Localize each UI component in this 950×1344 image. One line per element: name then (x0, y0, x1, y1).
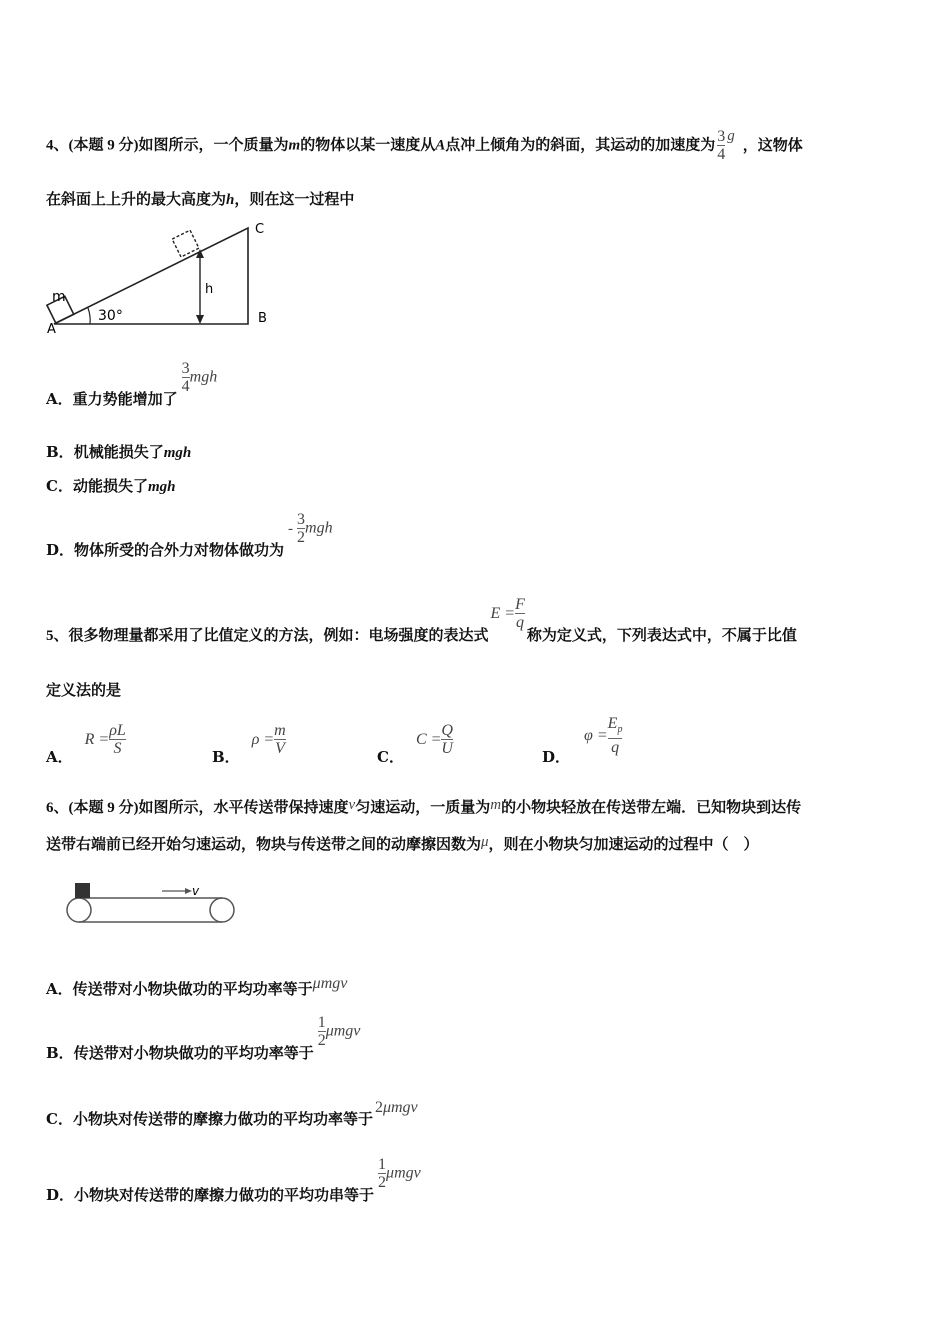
q5-option-a-num: ρL (109, 722, 126, 739)
height-arrow-down (196, 315, 204, 324)
q6-line2-b: ，则在小物块匀加速运动的过程中（ ） (488, 835, 759, 853)
q4-option-a-text: 重力势能增加了 (72, 389, 178, 408)
q5-option-d (542, 715, 623, 766)
q4-text-b: 的物体以某一速度从 (300, 135, 436, 154)
q4-var-A: A (435, 137, 446, 154)
q5-line-2 (46, 680, 121, 700)
q6-option-d-letter: D． (46, 1185, 75, 1204)
q6-sep: 、 (53, 798, 69, 816)
q4-var-m: m (288, 137, 301, 154)
q5-line2: 定义法的是 (46, 681, 122, 699)
q6-option-d-tail: μmgv (386, 1164, 421, 1182)
q5-line-1 (46, 596, 797, 644)
q6-option-b-fraction (318, 1014, 326, 1049)
q5-text-a: 很多物理量都采用了比值定义的方法，例如：电场强度的表达式 (68, 625, 489, 644)
label-m: m (52, 289, 66, 305)
q5-option-d-letter: D． (542, 747, 571, 766)
q6-text-c: 的小物块轻放在传送带左端．已知物块到达传 (501, 798, 802, 816)
q6-option-c-letter: C． (46, 1110, 73, 1128)
q5-option-d-num: E (607, 715, 618, 732)
q6-option-c-coef: 2 (374, 1099, 383, 1116)
q5-option-b-lhs: ρ = (251, 730, 275, 748)
q6-option-d-den: 2 (378, 1174, 387, 1191)
q5-option-a-lhs: R = (84, 730, 110, 748)
q5-option-c (377, 722, 453, 766)
q5-option-d-den: q (611, 739, 620, 757)
q4-option-a-letter: A． (46, 389, 73, 408)
q4-option-a-num: 3 (181, 360, 190, 377)
q4-option-b-text: 机械能损失了 (73, 443, 164, 461)
q6-option-c-tail: μmgv (382, 1099, 418, 1116)
incline-figure (44, 218, 276, 336)
q6-option-b-den: 2 (317, 1032, 326, 1049)
q4-line2-a: 在斜面上上升的最大高度为 (46, 190, 227, 208)
q6-var-v: v (348, 797, 356, 813)
q5-option-c-fraction (441, 722, 453, 757)
q4-option-d-den: 2 (297, 529, 306, 546)
q6-option-a-letter: A． (46, 980, 73, 998)
q6-option-b-tail: μmgv (325, 1022, 361, 1040)
q4-var-h: h (226, 192, 235, 208)
q4-option-b-mgh: mgh (163, 445, 192, 461)
q5-option-b-fraction (274, 722, 286, 757)
q5-formula-lhs: E = (490, 604, 516, 622)
q6-option-a-tail: μmgv (312, 975, 348, 992)
q5-option-b-num: m (274, 722, 286, 739)
q5-formula-den: q (516, 614, 524, 631)
q5-option-c-num: Q (441, 722, 453, 739)
q4-option-c-text: 动能损失了 (72, 477, 148, 495)
q6-text-a: 如图所示，水平传送带保持速度 (138, 798, 349, 816)
q6-line-2 (46, 834, 759, 855)
q5-option-a (46, 722, 126, 766)
q5-option-b-den: V (275, 740, 285, 757)
q6-var-mu: μ (481, 834, 489, 850)
small-block (75, 883, 90, 898)
q5-option-a-fraction (109, 722, 126, 757)
block-top-dashed (172, 230, 199, 257)
q4-option-a-mgh: mgh (189, 368, 218, 386)
conveyor-figure (62, 876, 242, 930)
q6-line2-a: 送带右端前已经开始匀速运动，物块与传送带之间的动摩擦因数为 (46, 835, 482, 853)
q5-text-b: 称为定义式，下列表达式中，不属于比值 (526, 625, 797, 644)
q4-option-d (46, 511, 333, 559)
q6-line-1 (46, 797, 801, 818)
q6-option-a (46, 972, 348, 998)
q4-option-d-sign: - (288, 520, 294, 537)
q4-text-a: 如图所示，一个质量为 (138, 135, 289, 154)
velocity-label: v (192, 884, 200, 898)
q6-text-b: 匀速运动，一质量为 (355, 798, 491, 816)
velocity-arrow-head (185, 888, 192, 894)
q6-option-b-text: 传送带对小物块做功的平均功率等于 (73, 1043, 314, 1062)
q5-option-d-num-sub: p (617, 724, 623, 736)
q4-option-d-letter: D． (46, 540, 75, 559)
right-pulley (210, 898, 234, 922)
q4-accel-fraction (717, 128, 725, 163)
q4-option-d-num: 3 (297, 511, 306, 528)
q6-var-m: m (490, 797, 502, 813)
q4-line-2 (46, 189, 354, 210)
q4-accel-var: g (727, 127, 735, 144)
q6-option-b (46, 1014, 361, 1062)
q5-option-c-den: U (441, 740, 453, 757)
q6-number: 6 (46, 800, 54, 816)
q5-option-c-letter: C． (377, 747, 404, 766)
q4-number: 4 (46, 137, 54, 154)
left-pulley (67, 898, 91, 922)
q6-option-d-text: 小物块对传送带的摩擦力做功的平均功串等于 (74, 1185, 375, 1204)
q4-option-a-den: 4 (181, 378, 190, 395)
q5-number: 5 (46, 627, 54, 644)
q4-option-a-fraction (182, 360, 190, 395)
q6-option-d (46, 1156, 421, 1204)
q4-option-c-letter: C． (46, 477, 73, 495)
q5-formula-fraction (515, 596, 525, 631)
q5-formula-num: F (515, 596, 525, 613)
q5-option-d-fraction (608, 715, 623, 756)
q5-option-d-num-wrap (608, 715, 623, 738)
q4-option-a (46, 360, 218, 408)
q4-option-c-mgh: mgh (147, 479, 176, 495)
q6-option-b-letter: B． (46, 1043, 74, 1062)
label-C: C (255, 222, 265, 237)
q4-option-c (46, 475, 175, 496)
q6-option-a-text: 传送带对小物块做功的平均功率等于 (72, 980, 313, 998)
q4-line-1 (46, 128, 803, 163)
q4-text-d: ，这物体 (742, 135, 803, 154)
q4-option-d-text: 物体所受的合外力对物体做功为 (74, 540, 285, 559)
q4-accel-num: 3 (717, 128, 726, 145)
q4-sep: 、 (53, 135, 69, 154)
q5-sep: 、 (53, 625, 69, 644)
q6-option-d-fraction (378, 1156, 386, 1191)
q6-option-d-num: 1 (378, 1156, 387, 1173)
label-h: h (205, 282, 214, 297)
q6-option-b-num: 1 (317, 1014, 326, 1031)
q6-score: (本题 9 分) (68, 800, 139, 816)
label-A: A (47, 322, 56, 336)
label-B: B (258, 311, 267, 326)
q4-option-d-mgh: mgh (305, 519, 333, 537)
q5-option-c-lhs: C = (415, 730, 442, 748)
q5-option-b (212, 722, 286, 766)
q4-score: (本题 9 分) (68, 137, 139, 154)
q5-option-a-den: S (113, 740, 122, 757)
q6-option-c-text: 小物块对传送带的摩擦力做功的平均功率等于 (72, 1110, 373, 1128)
q5-option-d-lhs: φ = (584, 726, 608, 744)
q4-text-c: 点冲上倾角为的斜面，其运动的加速度为 (445, 135, 716, 154)
q4-accel-den: 4 (717, 146, 726, 163)
angle-arc (88, 308, 90, 324)
q5-option-b-letter: B． (212, 747, 240, 766)
q4-option-b-letter: B． (46, 443, 74, 461)
q4-option-b (46, 441, 191, 462)
q4-option-d-fraction (297, 511, 305, 546)
q5-option-a-letter: A． (46, 747, 73, 766)
incline-triangle (54, 228, 248, 324)
angle-label: 30° (98, 308, 123, 324)
q4-line2-b: ，则在这一过程中 (234, 190, 355, 208)
q6-option-c (46, 1096, 418, 1128)
